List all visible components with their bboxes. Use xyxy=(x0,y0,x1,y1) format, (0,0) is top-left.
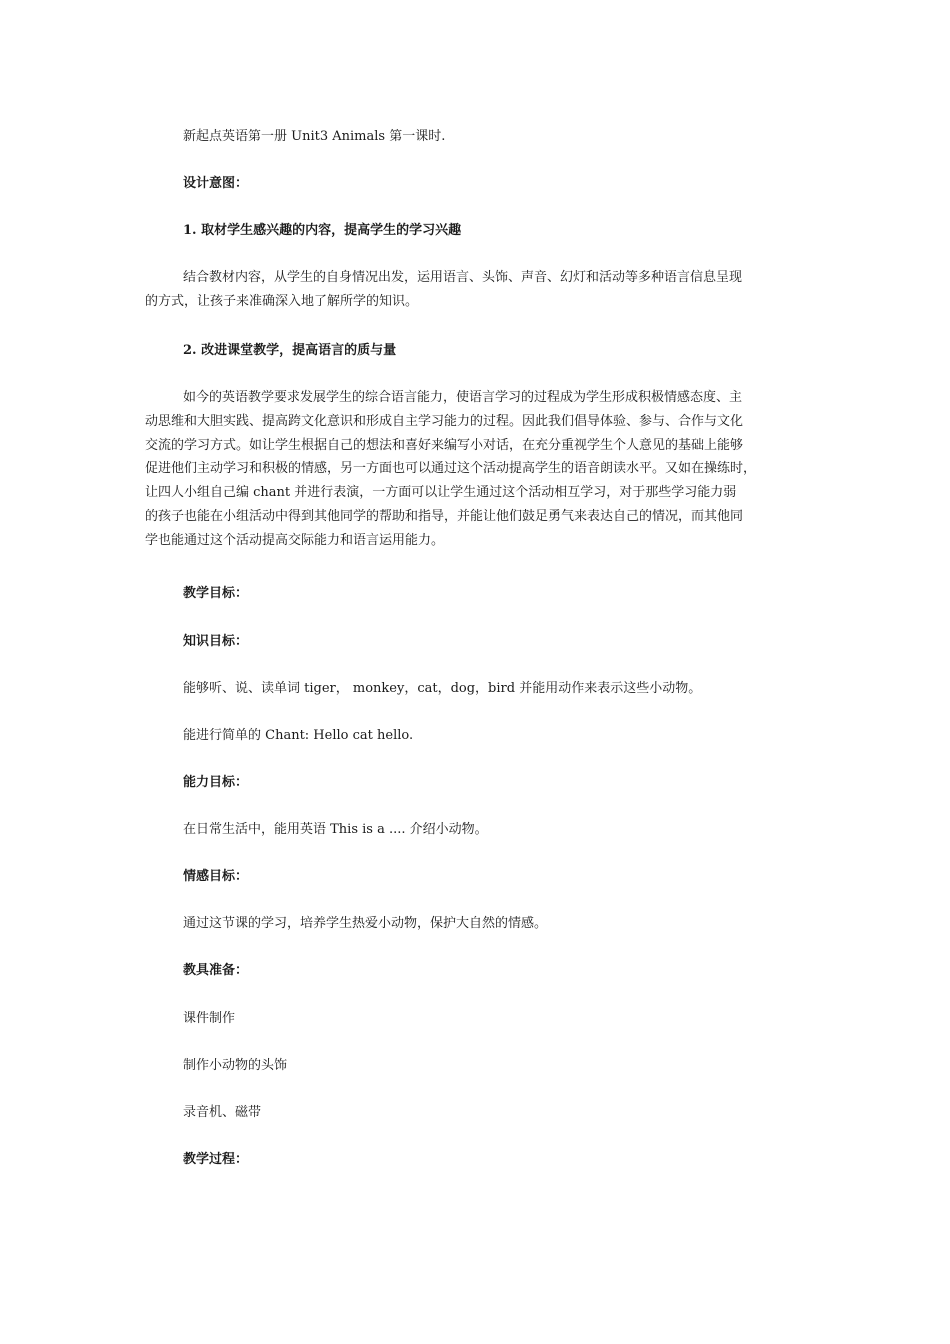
paragraph-line: 的方式，让孩子来准确深入地了解所学的知识。 xyxy=(145,293,419,309)
paragraph-line: 让四人小组自己编 chant 并进行表演，一方面可以让学生通过这个活动相互学习，对于那些学习能力弱 xyxy=(145,485,737,501)
title-line: 新起点英语第一册 Unit3 Animals 第一课时. xyxy=(183,129,446,144)
materials-item: 录音机、磁带 xyxy=(183,1105,262,1120)
point2-heading: 2. 改进课堂教学，提高语言的质与量 xyxy=(183,343,397,358)
point1-heading: 1. 取材学生感兴趣的内容，提高学生的学习兴趣 xyxy=(183,223,462,238)
ability-objective-1: 在日常生活中，能用英语 This is a .... 介绍小动物。 xyxy=(183,822,488,837)
knowledge-objective-heading: 知识目标： xyxy=(183,634,249,649)
emotion-objective-heading: 情感目标： xyxy=(183,869,249,884)
materials-item: 课件制作 xyxy=(183,1011,236,1026)
paragraph-line: 动思维和大胆实践、提高跨文化意识和形成自主学习能力的过程。因此我们倡导体验、参与、合作与文化 xyxy=(145,413,744,429)
paragraph-line: 促进他们主动学习和积极的情感，另一方面也可以通过这个活动提高学生的语音朗读水平。又如在操练时， xyxy=(145,461,757,477)
materials-item: 制作小动物的头饰 xyxy=(183,1058,288,1073)
materials-heading: 教具准备： xyxy=(183,963,249,978)
paragraph-line: 的孩子也能在小组活动中得到其他同学的帮助和指导，并能让他们鼓足勇气来表达自己的情况，而其他同 xyxy=(145,508,744,524)
paragraph-line: 结合教材内容，从学生的自身情况出发，运用语言、头饰、声音、幻灯和活动等多种语言信息呈现 xyxy=(183,270,743,285)
knowledge-objective-2: 能进行简单的 Chant: Hello cat hello. xyxy=(183,728,414,743)
design-intent-heading: 设计意图： xyxy=(183,176,249,191)
objectives-heading: 教学目标： xyxy=(183,586,249,601)
emotion-objective-1: 通过这节课的学习，培养学生热爱小动物，保护大自然的情感。 xyxy=(183,916,548,931)
process-heading: 教学过程： xyxy=(183,1152,249,1167)
paragraph-line: 学也能通过这个活动提高交际能力和语言运用能力。 xyxy=(145,532,445,548)
point1-paragraph xyxy=(145,266,810,314)
paragraph-line: 交流的学习方式。如让学生根据自己的想法和喜好来编写小对话，在充分重视学生个人意见的基础上能够 xyxy=(145,437,744,453)
point2-paragraph xyxy=(145,386,810,553)
ability-objective-heading: 能力目标： xyxy=(183,775,249,790)
paragraph-line: 如今的英语教学要求发展学生的综合语言能力，使语言学习的过程成为学生形成积极情感态度、主 xyxy=(183,390,743,405)
knowledge-objective-1: 能够听、说、读单词 tiger， monkey，cat，dog，bird 并能用动作来表示这些小动物。 xyxy=(183,681,702,696)
